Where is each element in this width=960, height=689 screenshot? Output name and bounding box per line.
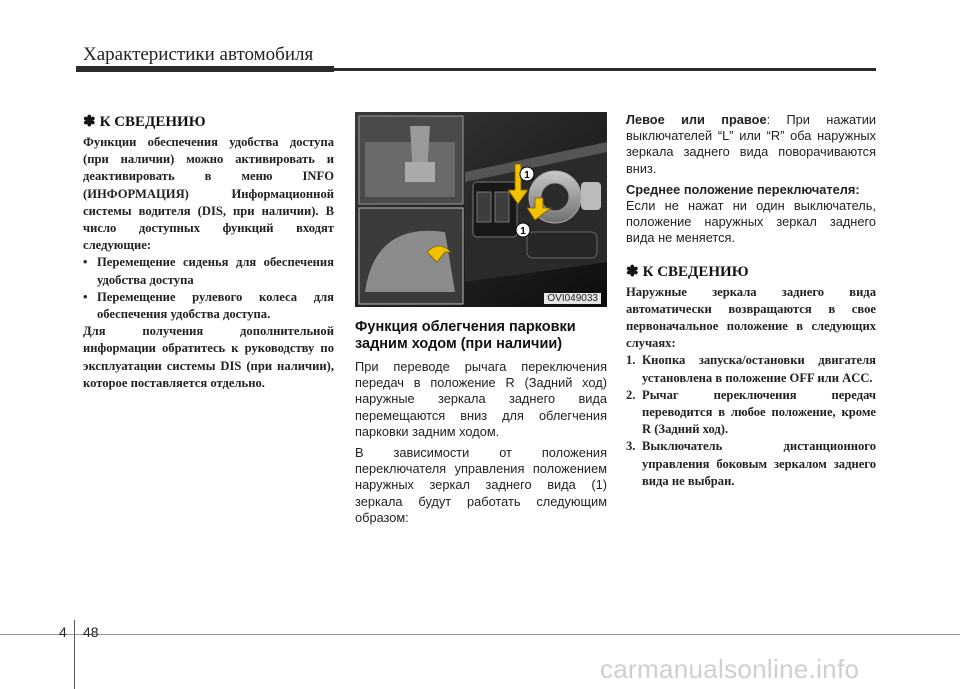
- note-heading: [626, 262, 876, 281]
- chapter-title: Характеристики автомобиля: [83, 44, 314, 65]
- footer-rule: [0, 634, 960, 635]
- note-numbered-list: [626, 352, 876, 490]
- note-heading: [83, 112, 334, 131]
- figure-code: OVI049033: [544, 293, 601, 304]
- note-intro: Наружные зеркала заднего вида автоматически возвращаются в свое первоначальное положение в следующих случаях:: [626, 284, 876, 351]
- list-item: 1. Кнопка запуска/остановки двигателя установлена в положение OFF или ACC.: [626, 353, 876, 385]
- note-outro: Для получения дополнительной информации обратитесь к руководству по эксплуатации системы DIS (при наличии), которое поставляется отдельно.: [83, 324, 334, 390]
- page-number: 48: [83, 624, 99, 640]
- chapter-number: 4: [59, 624, 67, 640]
- mirror-switch-figure: [355, 112, 607, 307]
- header-rule-accent: [76, 66, 334, 72]
- note-intro: Функции обеспечения удобства доступа (при наличии) можно активировать и деактивировать в меню INFO (ИНФОРМАЦИЯ) Информационной системы водителя (DIS, при наличии). В число доступных функций входят следующие:: [83, 135, 334, 253]
- left-column: [83, 112, 334, 392]
- bullet-icon: •: [83, 255, 88, 270]
- callout-1-bottom: 1: [520, 226, 526, 237]
- asterisk-icon: ✽: [83, 114, 96, 130]
- callout-1-top: 1: [524, 170, 530, 181]
- list-item: • Перемещение сиденья для обеспечения удобства доступа: [83, 255, 334, 287]
- list-item: • Перемещение рулевого колеса для обеспечения удобства доступа.: [83, 289, 334, 322]
- middle-column: [355, 112, 607, 531]
- note-title: К СВЕДЕНИЮ: [99, 114, 206, 130]
- list-item: 3. Выключатель дистанционного управления боковым зеркалом заднего вида не выбран.: [626, 439, 876, 488]
- note-title: К СВЕДЕНИЮ: [642, 263, 749, 280]
- paragraph: При переводе рычага переключения передач в положение R (Задний ход) наружные зеркала заднего вида перемещаются вниз для облегчения парковки задним ходом.: [355, 359, 607, 439]
- right-column: [626, 112, 876, 490]
- left-right-paragraph: [626, 112, 876, 177]
- left-right-label: Левое или правое: [626, 112, 767, 127]
- watermark: carmanualsonline.info: [600, 654, 860, 684]
- paragraph: В зависимости от положения переключателя управления положением наружных зеркал заднего вида (1) зеркала будут работать следующим образом:: [355, 445, 607, 525]
- left-right-text: : При нажатии выключателей “L” или “R” оба наружных зеркала заднего вида поворачиваются вниз.: [626, 112, 876, 176]
- center-position-label: Среднее положение переключателя:: [626, 181, 860, 197]
- note-bullets: [83, 254, 334, 323]
- asterisk-icon: ✽: [626, 263, 639, 280]
- footer-divider: [74, 620, 75, 689]
- door-switch-illustration: [355, 112, 607, 307]
- section-heading: Функция облегчения парковки задним ходом (при наличии): [355, 319, 576, 352]
- bullet-icon: •: [83, 289, 88, 304]
- list-item: 2. Рычаг переключения передач переводится в любое положение, кроме R (Задний ход).: [626, 387, 876, 437]
- center-position-text: Если не нажат ни один выключатель, положение наружных зеркал заднего вида не меняется.: [626, 198, 876, 246]
